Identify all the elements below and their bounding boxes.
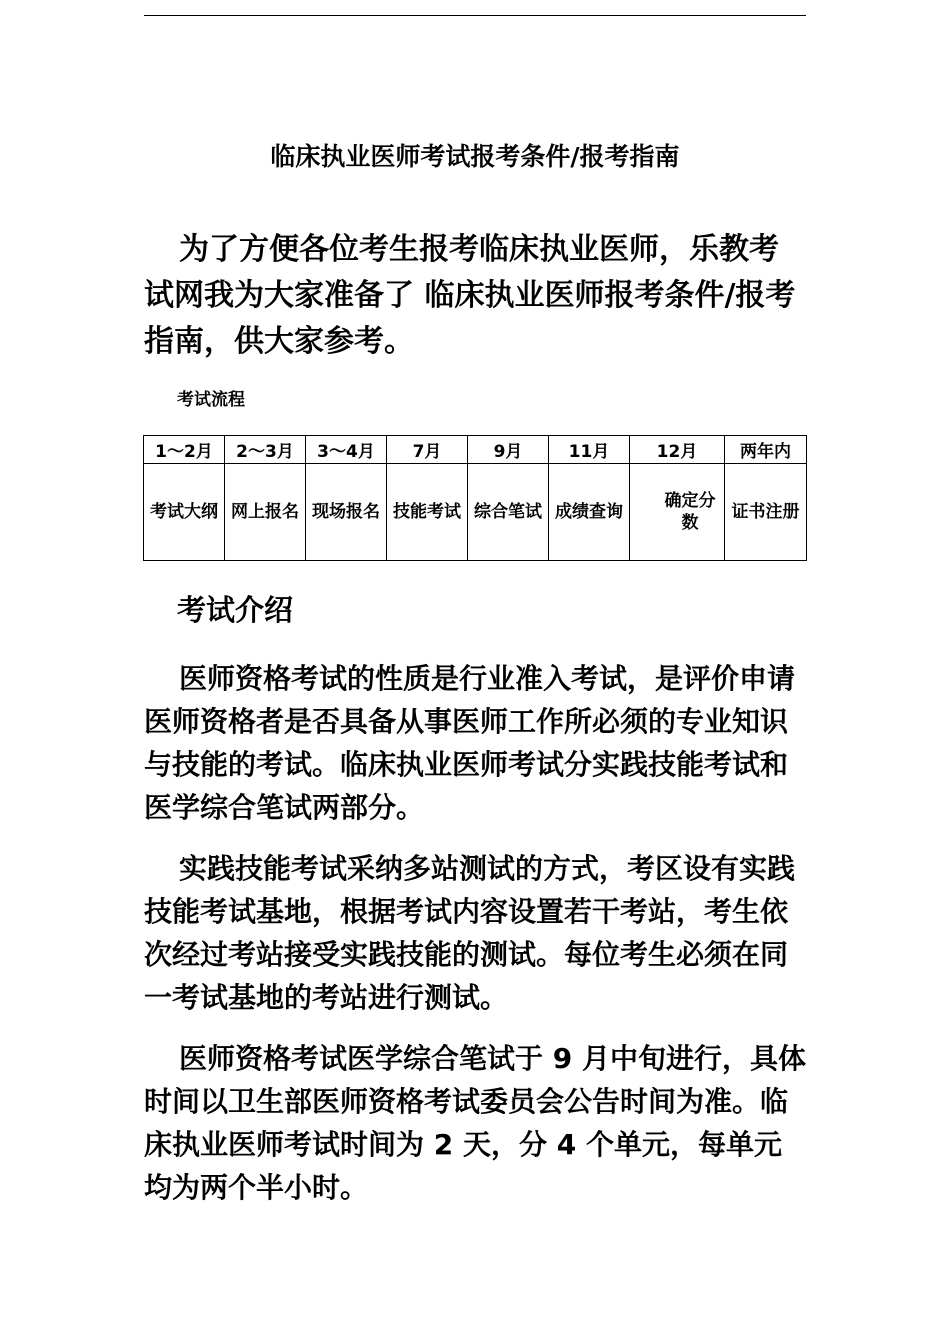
table-row-steps: [144, 464, 807, 561]
month-cell: 12月: [630, 436, 725, 464]
month-cell: 9月: [468, 436, 549, 464]
step-cell: 技能考试: [387, 464, 468, 561]
header-rule: [144, 15, 806, 16]
step-cell: 综合笔试: [468, 464, 549, 561]
month-cell: 1～2月: [144, 436, 225, 464]
table-row-months: [144, 436, 807, 464]
section-heading-exam-intro: 考试介绍: [177, 593, 294, 627]
month-cell: 2～3月: [225, 436, 306, 464]
body-paragraph: 实践技能考试采纳多站测试的方式，考区设有实践技能考试基地，根据考试内容设置若干考站，考生依次经过考站接受实践技能的测试。每位考生必须在同一考试基地的考站进行测试。: [144, 852, 796, 1014]
intro-paragraph: 为了方便各位考生报考临床执业医师，乐教考试网我为大家准备了 临床执业医师报考条件/报考指南，供大家参考。: [144, 232, 796, 359]
body-paragraph: 医师资格考试的性质是行业准入考试，是评价申请医师资格者是否具备从事医师工作所必须的专业知识与技能的考试。临床执业医师考试分实践技能考试和医学综合笔试两部分。: [144, 662, 796, 824]
step-cell: 现场报名: [306, 464, 387, 561]
month-cell: 7月: [387, 436, 468, 464]
step-cell: 确定分数: [630, 464, 725, 561]
flow-heading: 考试流程: [177, 390, 245, 410]
month-cell: 3～4月: [306, 436, 387, 464]
document-title: 临床执业医师考试报考条件/报考指南: [270, 142, 680, 171]
step-cell: 考试大纲: [144, 464, 225, 561]
step-cell: 网上报名: [225, 464, 306, 561]
month-cell: 两年内: [725, 436, 807, 464]
exam-flow-table: [143, 435, 807, 561]
step-cell: 成绩查询: [549, 464, 630, 561]
step-cell: 证书注册: [725, 464, 807, 561]
month-cell: 11月: [549, 436, 630, 464]
body-paragraph: 医师资格考试医学综合笔试于 9 月中旬进行，具体时间以卫生部医师资格考试委员会公告时间为准。临床执业医师考试时间为 2 天，分 4 个单元，每单元均为两个半小时。: [144, 1042, 806, 1204]
